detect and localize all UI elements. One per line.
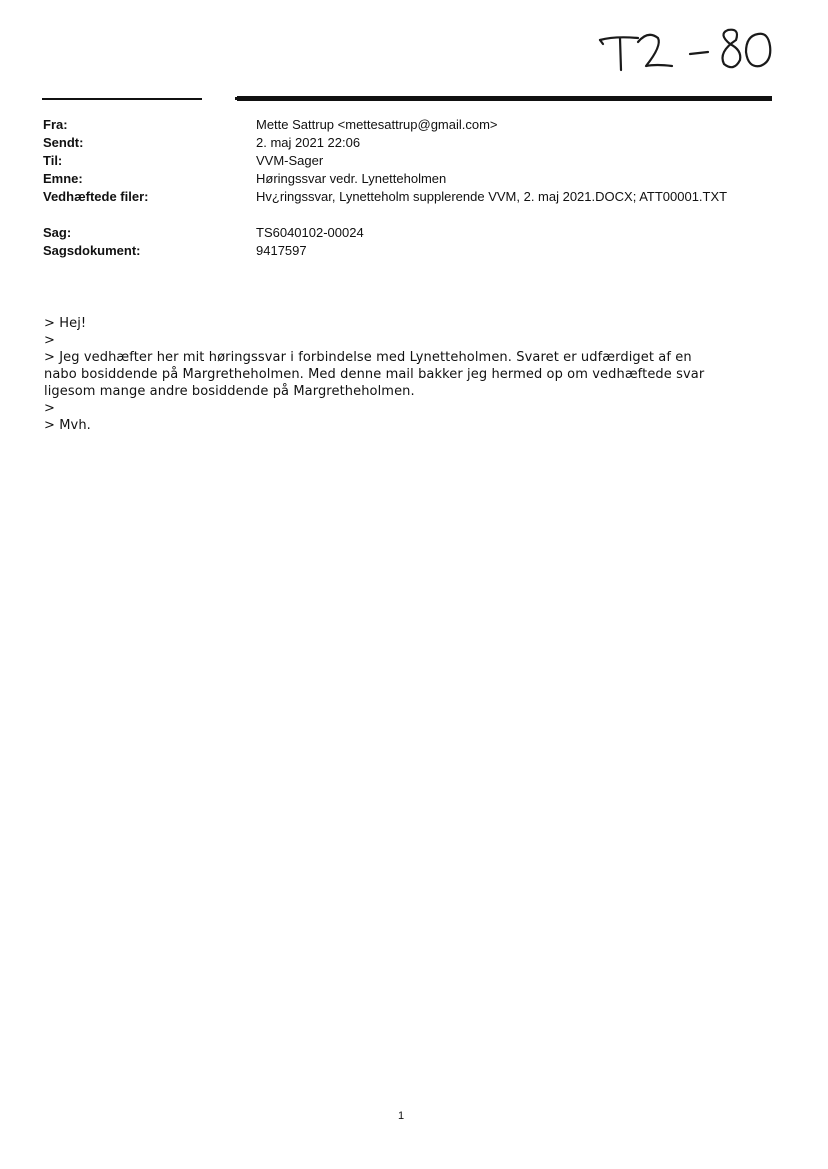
- recipient-value: VVM-Sager: [256, 153, 324, 168]
- body-line: > Mvh.: [44, 418, 91, 433]
- attachments-value: Hv¿ringssvar, Lynetteholm supplerende VVM, 2. maj 2021.DOCX; ATT00001.TXT: [256, 189, 728, 204]
- header-row-case: [43, 224, 783, 242]
- body-line: >: [44, 333, 55, 348]
- body-line: ligesom mange andre bosiddende på Margretheholmen.: [44, 384, 415, 399]
- sender-value: Mette Sattrup <mettesattrup@gmail.com>: [256, 117, 498, 132]
- header-row-attachments: [43, 188, 783, 206]
- header-label: Vedhæftede filer:: [43, 189, 149, 204]
- body-line: > Hej!: [44, 316, 87, 331]
- header-label: Fra:: [43, 117, 68, 132]
- header-row-subject: [43, 170, 783, 188]
- email-headers: [43, 116, 783, 260]
- body-line: nabo bosiddende på Margretheholmen. Med denne mail bakker jeg hermed op om vedhæftede svar: [44, 367, 705, 382]
- body-line: > Jeg vedhæfter her mit høringssvar i forbindelse med Lynetteholmen. Svaret er udfærdiget af en: [44, 350, 692, 365]
- header-row-case-document: [43, 242, 783, 260]
- case-document-value: 9417597: [256, 243, 307, 258]
- email-body: [44, 315, 764, 434]
- header-label: Emne:: [43, 171, 83, 186]
- header-label: Til:: [43, 153, 63, 168]
- case-value: TS6040102-00024: [256, 225, 364, 240]
- header-rule-thick: [237, 96, 772, 101]
- header-label: Sendt:: [43, 135, 84, 150]
- header-row-to: [43, 152, 783, 170]
- handwritten-stamp-drawing: [590, 22, 780, 82]
- header-rule-thin: [42, 98, 202, 100]
- sent-value: 2. maj 2021 22:06: [256, 135, 361, 150]
- header-row-sent: [43, 134, 783, 152]
- header-spacer: [43, 206, 783, 224]
- page-number: 1: [398, 1110, 405, 1122]
- handwritten-stamp: [590, 22, 780, 82]
- body-line: >: [44, 401, 55, 416]
- header-label: Sag:: [43, 225, 72, 240]
- subject-value: Høringssvar vedr. Lynetteholmen: [256, 171, 447, 186]
- header-row-from: [43, 116, 783, 134]
- header-rule: [42, 96, 772, 102]
- header-label: Sagsdokument:: [43, 243, 141, 258]
